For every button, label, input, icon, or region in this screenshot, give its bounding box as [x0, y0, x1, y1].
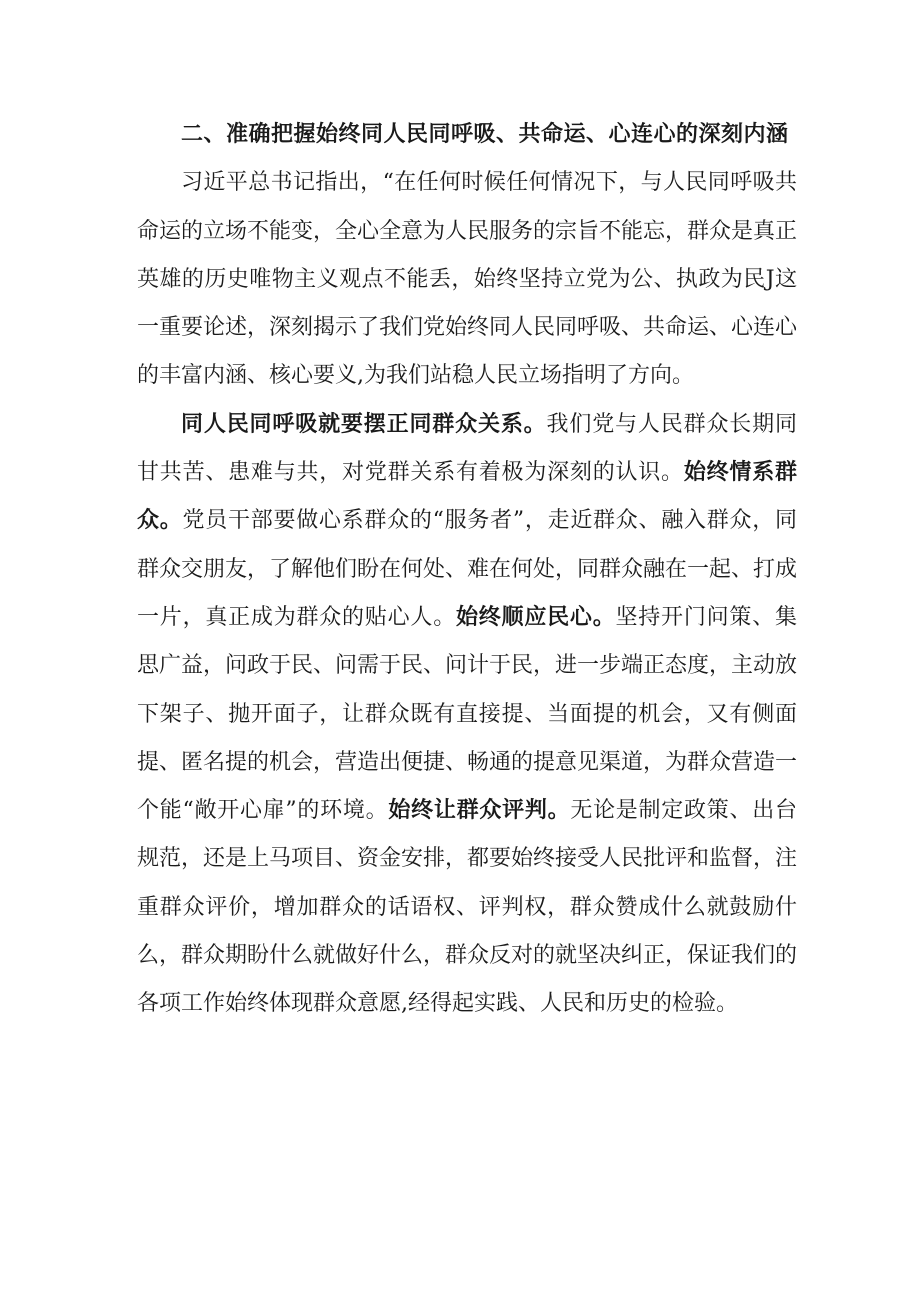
point-2-heading: 始终顺应民心。	[455, 604, 616, 630]
paragraph-2-lead: 同人民同呼吸就要摆正同群众关系。	[181, 411, 547, 437]
document-body	[137, 111, 797, 1029]
point-1-heading: 始终情系群众。	[137, 460, 797, 534]
paragraph-2	[137, 401, 797, 1029]
paragraph-2-text-1: 我们党与人民群众长期同甘共苦、患难与共，对党群关系有着极为深刻的认识。	[137, 411, 797, 486]
paragraph-2-text-2: 党员干部要做心系群众的“服务者”，走近群众、融入群众，同群众交朋友，了解他们盼在何处、难在何处，同群众融在一起、打成一片，真正成为群众的贴心人。	[137, 508, 798, 630]
paragraph-2-text-4: 无论是制定政策、出台规范，还是上马项目、资金安排，都要始终接受人民批评和监督，注重群众评价，增加群众的话语权、评判权，群众赞成什么就鼓励什么，群众期盼什么就做好什么，群众反对的就坚决纠正，保证我们的各项工作始终体现群众意愿,经得起实践、人民和历史的检验。	[137, 798, 798, 1017]
section-heading: 二、准确把握始终同人民同呼吸、共命运、心连心的深刻内涵	[181, 122, 789, 147]
paragraph-1: 习近平总书记指出，“在任何时候任何情况下，与人民同呼吸共命运的立场不能变，全心全意为人民服务的宗旨不能忘，群众是真正英雄的历史唯物主义观点不能丢，始终坚持立党为公、执政为民J这一重要论述，深刻揭示了我们党始终同人民同呼吸、共命运、心连心的丰富内涵、核心要义,为我们站稳人民立场指明了方向。	[137, 170, 798, 389]
point-3-heading: 始终让群众评判。	[388, 798, 571, 824]
paragraph-2-text-3: 坚持开门问策、集思广益，问政于民、问需于民、问计于民，进一步端正态度，主动放下架子、抛开面子，让群众既有直接提、当面提的机会，又有侧面提、匿名提的机会，营造出便捷、畅通的提意见渠道，为群众营造一个能“敞开心扉”的环境。	[137, 604, 798, 824]
